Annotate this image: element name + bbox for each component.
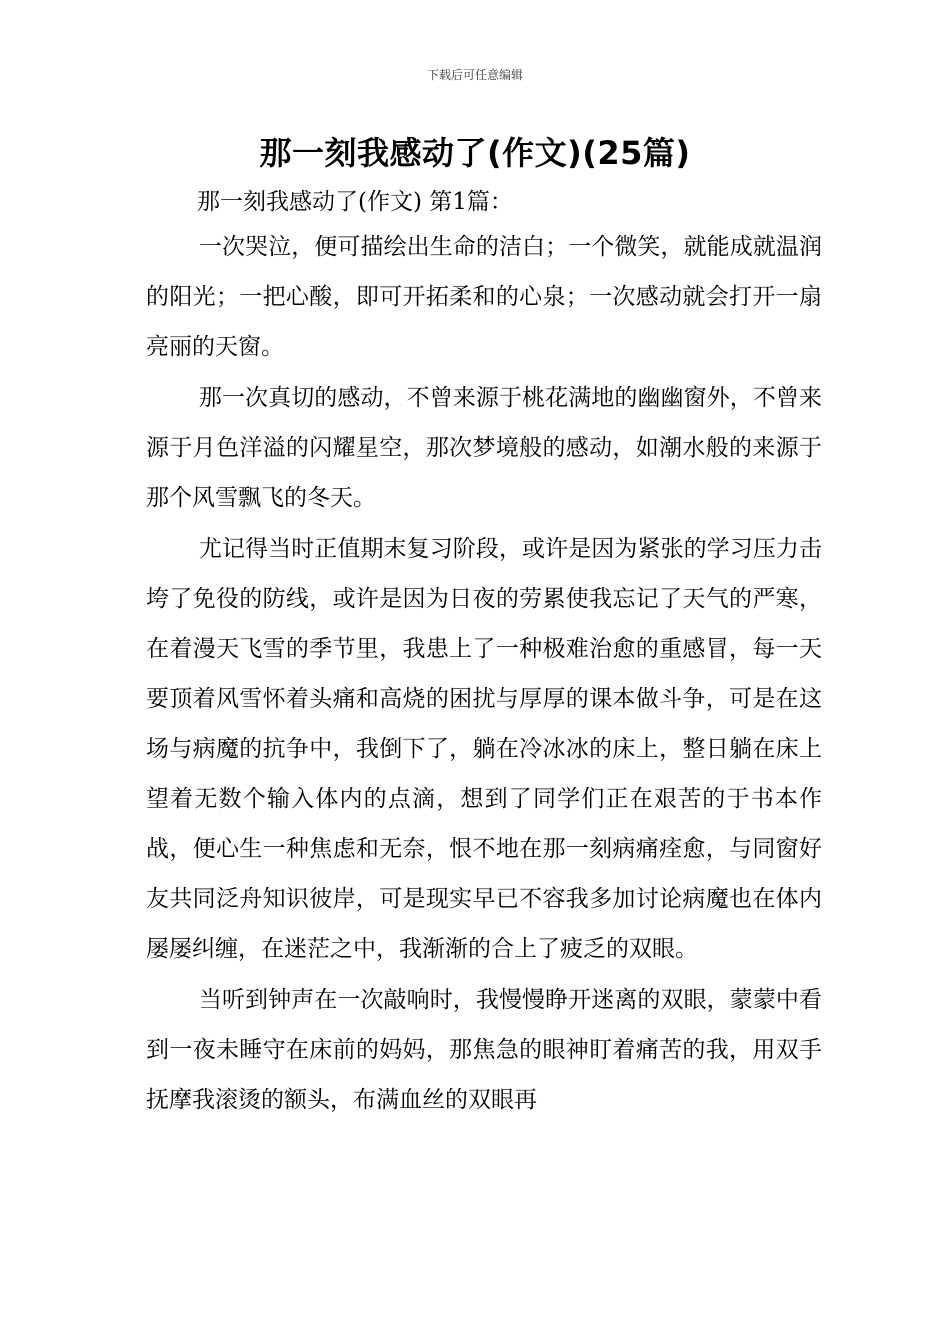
paragraph: 一次哭泣，便可描绘出生命的洁白；一个微笑，就能成就温润的阳光；一把心酸，即可开拓柔和的心泉；一次感动就会打开一扇亮丽的天窗。 <box>146 234 822 360</box>
section-heading: 那一刻我感动了(作文) 第1篇： <box>197 189 513 215</box>
paragraph: 尤记得当时正值期末复习阶段，或许是因为紧张的学习压力击垮了免役的防线，或许是因为日夜的劳累使我忘记了天气的严寒，在着漫天飞雪的季节里，我患上了一种极难治愈的重感冒，每一天要顶着风雪怀着头痛和高烧的困扰与厚厚的课本做斗争，可是在这场与病魔的抗争中，我倒下了，躺在冷冰冰的床上，整日躺在床上望着无数个输入体内的点滴，想到了同学们正在艰苦的于书本作战，便心生一种焦虑和无奈，恨不地在那一刻病痛痊愈，与同窗好友共同泛舟知识彼岸，可是现实早已不容我多加讨论病魔也在体内屡屡纠缠，在迷茫之中，我渐渐的合上了疲乏的双眼。 <box>146 536 822 962</box>
body-text <box>146 222 822 1125</box>
paragraph: 那一次真切的感动，不曾来源于桃花满地的幽幽窗外，不曾来源于月色洋溢的闪耀星空，那次梦境般的感动，如潮水般的来源于那个风雪飘飞的冬天。 <box>146 385 822 511</box>
paragraph: 当听到钟声在一次敲响时，我慢慢睁开迷离的双眼，蒙蒙中看到一夜未睡守在床前的妈妈，那焦急的眼神盯着痛苦的我，用双手抚摩我滚烫的额头，布满血丝的双眼再 <box>146 987 822 1113</box>
document-title: 那一刻我感动了(作文)(25篇) <box>259 134 691 172</box>
header-note: 下载后可任意编辑 <box>426 68 523 82</box>
